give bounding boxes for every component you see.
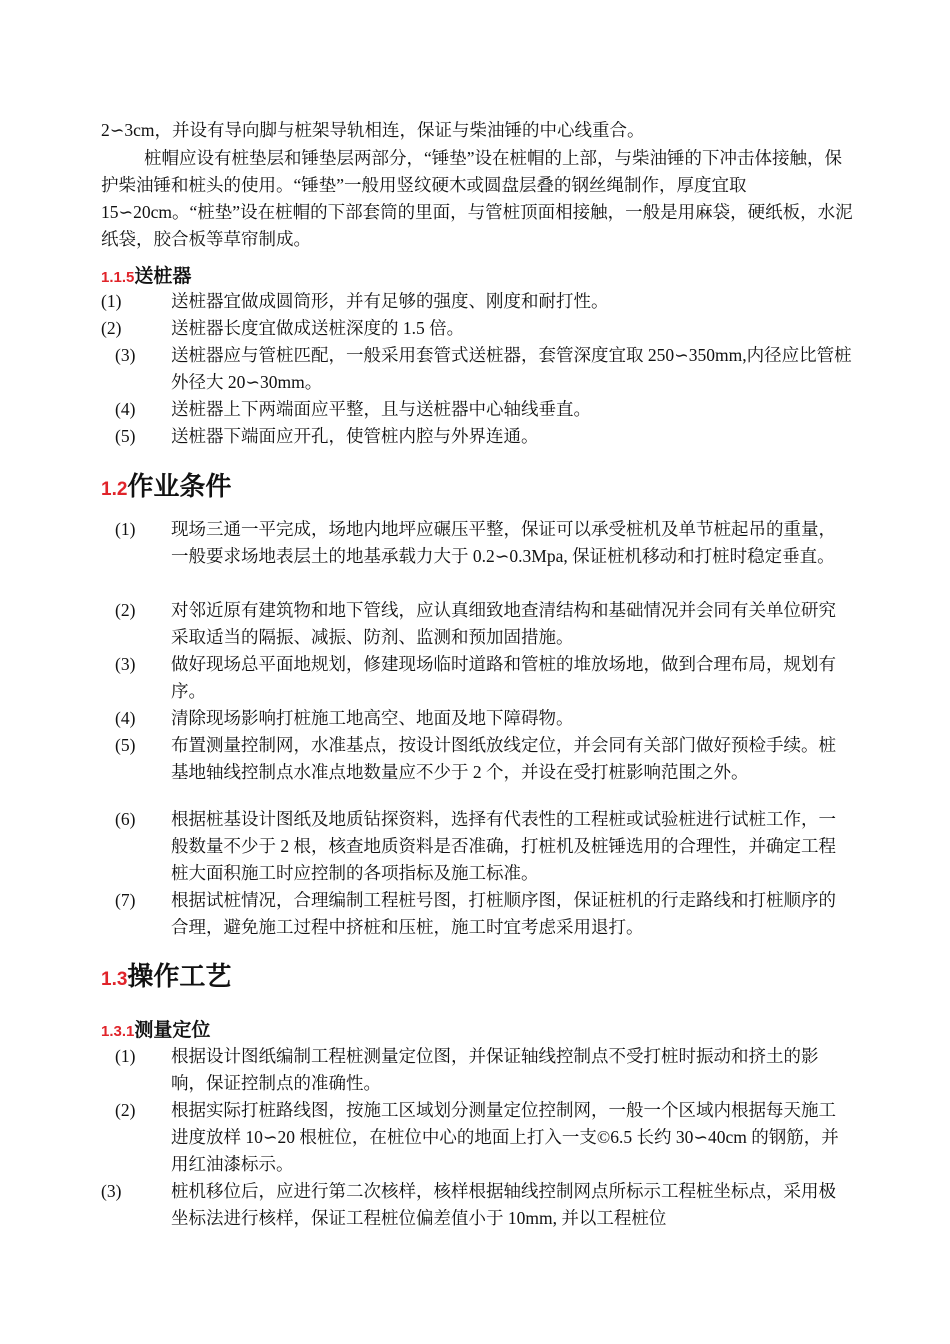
item-text: 送桩器宜做成圆筒形，并有足够的强度、刚度和耐打性。 xyxy=(171,291,609,311)
list-item xyxy=(101,423,853,450)
heading-title: 操作工艺 xyxy=(127,962,232,992)
list-item xyxy=(101,1097,853,1178)
item-number: (4) xyxy=(115,399,136,419)
item-number: (3) xyxy=(115,345,136,365)
item-number: (2) xyxy=(101,318,122,338)
item-number: (6) xyxy=(115,809,136,829)
item-number: (4) xyxy=(115,708,136,728)
list-item xyxy=(101,396,853,423)
list-item xyxy=(101,887,853,941)
list-item xyxy=(101,315,853,342)
heading-1-1-5 xyxy=(101,261,191,288)
list-item xyxy=(101,732,853,786)
heading-number: 1.2 xyxy=(101,479,128,500)
intro-paragraph: 桩帽应设有桩垫层和锤垫层两部分，“锤垫”设在桩帽的上部，与柴油锤的下冲击体接触，保护柴油锤和桩头的使用。“锤垫”一般用竖纹硬木或圆盘层叠的钢丝绳制作，厚度宜取 15∽20cm。“桩垫”设在桩帽的下部套筒的里面，与管桩顶面相接触，一般是用麻袋，硬纸板，水泥纸袋，胶合板等草帘制成。 xyxy=(101,148,853,249)
item-number: (5) xyxy=(115,426,136,446)
list-item xyxy=(101,1178,853,1232)
list-item xyxy=(101,597,853,651)
item-number: (1) xyxy=(115,519,136,539)
item-text: 送桩器上下两端面应平整，且与送桩器中心轴线垂直。 xyxy=(171,399,591,419)
list-item xyxy=(101,1043,853,1097)
list-item xyxy=(101,342,853,396)
list-item xyxy=(101,651,853,705)
item-text: 根据桩基设计图纸及地质钻探资料，选择有代表性的工程桩或试验桩进行试桩工作，一般数量不少于 2 根，核查地质资料是否准确，打桩机及桩锤选用的合理性，并确定工程桩大面积施工时应控制的各项指标及施工标准。 xyxy=(171,809,836,883)
heading-title: 作业条件 xyxy=(127,472,232,502)
item-number: (2) xyxy=(115,1100,136,1120)
item-text: 清除现场影响打桩施工地高空、地面及地下障碍物。 xyxy=(171,708,574,728)
item-text: 根据设计图纸编制工程桩测量定位图，并保证轴线控制点不受打桩时振动和挤土的影响，保证控制点的准确性。 xyxy=(171,1046,819,1093)
heading-1-3 xyxy=(101,956,231,993)
item-text: 送桩器应与管桩匹配，一般采用套管式送桩器，套管深度宜取 250∽350mm,内径应比管桩外径大 20∽30mm。 xyxy=(171,345,852,392)
item-text: 对邻近原有建筑物和地下管线，应认真细致地查清结构和基础情况并会同有关单位研究采取适当的隔振、减振、防剂、监测和预加固措施。 xyxy=(171,600,836,647)
list-item xyxy=(101,288,853,315)
item-number: (1) xyxy=(115,1046,136,1066)
list-item xyxy=(101,705,853,732)
list-item xyxy=(101,516,853,570)
item-number: (5) xyxy=(115,735,136,755)
item-text: 现场三通一平完成，场地内地坪应碾压平整，保证可以承受桩机及单节桩起吊的重量，一般要求场地表层土的地基承载力大于 0.2∽0.3Mpa, 保证桩机移动和打桩时稳定垂直。 xyxy=(171,519,836,566)
heading-number: 1.1.5 xyxy=(101,269,135,286)
intro-line: 2∽3cm，并设有导向脚与桩架导轨相连，保证与柴油锤的中心线重合。 xyxy=(101,120,645,140)
heading-title: 测量定位 xyxy=(134,1019,211,1041)
item-number: (1) xyxy=(101,291,122,311)
heading-number: 1.3.1 xyxy=(101,1023,135,1040)
item-text: 送桩器长度宜做成送桩深度的 1.5 倍。 xyxy=(171,318,465,338)
heading-1-3-1 xyxy=(101,1015,210,1042)
item-text: 做好现场总平面地规划，修建现场临时道路和管桩的堆放场地，做到合理布局，规划有序。 xyxy=(171,654,836,701)
item-text: 布置测量控制网，水准基点，按设计图纸放线定位，并会同有关部门做好预检手续。桩基地轴线控制点水准点地数量应不少于 2 个，并设在受打桩影响范围之外。 xyxy=(171,735,836,782)
item-text: 根据试桩情况，合理编制工程桩号图，打桩顺序图，保证桩机的行走路线和打桩顺序的合理，避免施工过程中挤桩和压桩，施工时宜考虑采用退打。 xyxy=(171,890,836,937)
item-number: (3) xyxy=(101,1181,122,1201)
item-number: (7) xyxy=(115,890,136,910)
heading-title: 送桩器 xyxy=(134,265,192,287)
heading-number: 1.3 xyxy=(101,969,128,990)
item-text: 送桩器下端面应开孔，使管桩内腔与外界连通。 xyxy=(171,426,539,446)
item-number: (2) xyxy=(115,600,136,620)
heading-1-2 xyxy=(101,466,231,503)
list-item xyxy=(101,806,853,887)
item-text: 根据实际打桩路线图，按施工区域划分测量定位控制网，一般一个区域内根据每天施工进度放样 10∽20 根桩位，在桩位中心的地面上打入一支©6.5 长约 30∽40cm 的钢筋，并用红油漆标示。 xyxy=(171,1100,839,1174)
item-number: (3) xyxy=(115,654,136,674)
item-text: 桩机移位后，应进行第二次核样，核样根据轴线控制网点所标示工程桩坐标点，采用极坐标法进行核样，保证工程桩位偏差值小于 10mm, 并以工程桩位 xyxy=(171,1181,836,1228)
